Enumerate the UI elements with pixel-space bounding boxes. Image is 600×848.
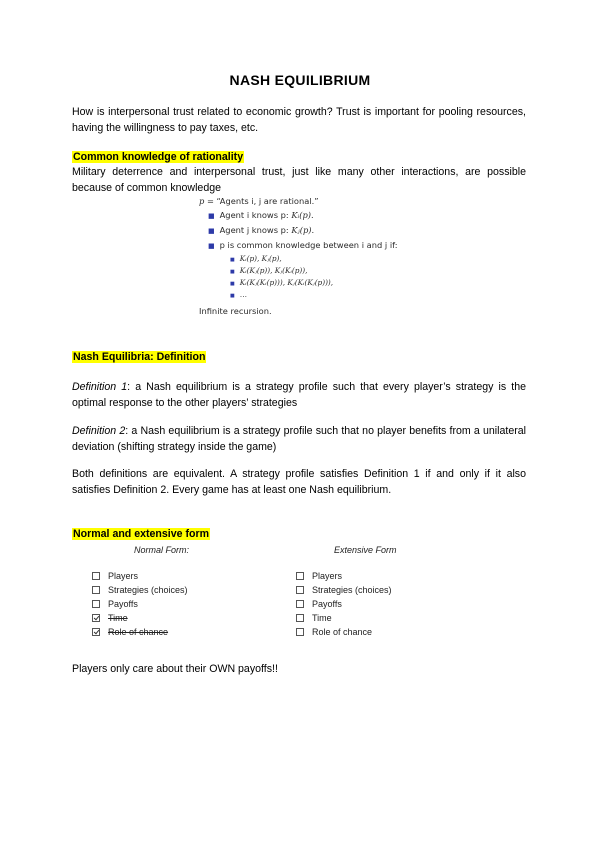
checkbox-icon (296, 628, 304, 636)
checked-checkbox-icon (92, 614, 100, 622)
slide-bullet-agent-j (208, 225, 314, 237)
normal-item-role-of-chance-label: Role of chance (108, 627, 169, 637)
slide-bullet-agent-i-math: Kᵢ(p). (291, 210, 314, 220)
forms-heading (72, 528, 210, 541)
common-knowledge-paragraph: Military deterrence and interpersonal trust, just like many other interactions, are possible because of common knowledge (72, 166, 526, 194)
normal-item-role-of-chance (92, 626, 168, 638)
checkbox-icon (296, 572, 304, 580)
slide-sub-bullet-2-math: Kᵢ(Kⱼ(p)), Kⱼ(Kᵢ(p)), (239, 266, 308, 275)
checkbox-icon (92, 600, 100, 608)
slide-sub-bullet-4-text: … (239, 290, 248, 299)
closing-remark: Players only care about their OWN payoffs!! (72, 663, 278, 675)
slide-bullet-agent-j-math: Kⱼ(p). (291, 225, 315, 235)
checkbox-icon (296, 600, 304, 608)
slide-sub-bullet-1-math: Kᵢ(p), Kⱼ(p), (239, 254, 282, 263)
normal-item-strategies (92, 584, 188, 596)
slide-sub-bullet-4 (230, 289, 247, 302)
slide-bullet-common-knowledge (208, 240, 398, 252)
common-knowledge-slide (196, 196, 396, 318)
normal-item-payoffs-label: Payoffs (108, 599, 138, 609)
definition-2-label: Definition 2 (72, 425, 126, 437)
slide-proposition (199, 196, 319, 207)
extensive-item-strategies-label: Strategies (choices) (312, 585, 392, 595)
extensive-form-title: Extensive Form (334, 545, 397, 555)
definition-2-text: : a Nash equilibrium is a strategy profile such that no player benefits from a unilateral deviation (shifting strategy inside the game) (72, 425, 526, 453)
nash-definition-heading (72, 351, 206, 364)
equivalence-paragraph: Both definitions are equivalent. A strategy profile satisfies Definition 1 if and only if it also satisfies Definition 2. Every game has at least one Nash equilibrium. (72, 468, 526, 496)
slide-footer: Infinite recursion. (199, 306, 272, 316)
extensive-item-role-of-chance (296, 626, 372, 638)
normal-form-title: Normal Form: (134, 545, 190, 555)
definition-1-text: : a Nash equilibrium is a strategy profile such that every player’s strategy is the optimal response to the other players’ strategies (72, 381, 527, 409)
checkbox-icon (296, 614, 304, 622)
extensive-item-payoffs-label: Payoffs (312, 599, 342, 609)
bullet-square-icon: ■ (208, 242, 215, 250)
slide-p-symbol: p (199, 196, 205, 206)
bullet-square-icon: ■ (230, 257, 235, 263)
slide-bullet-agent-i-text: Agent i knows p: (219, 210, 292, 220)
slide-sub-bullet-3-math: Kᵢ(Kⱼ(Kᵢ(p))), Kⱼ(Kᵢ(Kⱼ(p))), (239, 278, 334, 287)
forms-heading-text: Normal and extensive form (73, 528, 209, 540)
normal-item-time (92, 612, 128, 624)
checkbox-icon (92, 586, 100, 594)
definition-1-label: Definition 1 (72, 381, 128, 393)
checkbox-icon (296, 586, 304, 594)
definition-1-paragraph (72, 379, 526, 411)
normal-item-time-label: Time (108, 613, 128, 623)
normal-item-strategies-label: Strategies (choices) (108, 585, 188, 595)
slide-proposition-text: = “Agents i, j are rational.” (204, 196, 319, 206)
normal-item-players-label: Players (108, 571, 139, 581)
common-knowledge-heading-text: Common knowledge of rationality (73, 151, 244, 163)
bullet-square-icon: ■ (208, 227, 215, 235)
extensive-item-time (296, 612, 332, 624)
extensive-item-players-label: Players (312, 571, 343, 581)
checked-checkbox-icon (92, 628, 100, 636)
extensive-item-players (296, 570, 342, 582)
bullet-square-icon: ■ (230, 293, 235, 299)
extensive-item-payoffs (296, 598, 342, 610)
bullet-square-icon: ■ (230, 269, 235, 275)
normal-item-players (92, 570, 138, 582)
nash-definition-heading-text: Nash Equilibria: Definition (73, 351, 206, 363)
bullet-square-icon: ■ (208, 212, 215, 220)
common-knowledge-heading (72, 151, 244, 164)
extensive-item-time-label: Time (312, 613, 332, 623)
definition-2-paragraph (72, 423, 526, 455)
slide-bullet-agent-j-text: Agent j knows p: (219, 225, 292, 235)
slide-bullet-agent-i (208, 210, 314, 222)
extensive-item-strategies (296, 584, 392, 596)
normal-item-payoffs (92, 598, 138, 610)
slide-bullet-common-knowledge-text: p is common knowledge between i and j if: (219, 240, 398, 250)
page-title: NASH EQUILIBRIUM (229, 72, 371, 88)
extensive-item-role-of-chance-label: Role of chance (312, 627, 373, 637)
bullet-square-icon: ■ (230, 281, 235, 287)
intro-paragraph: How is interpersonal trust related to economic growth? Trust is important for pooling resources, having the willingness to pay taxes, etc. (72, 106, 526, 134)
checkbox-icon (92, 572, 100, 580)
